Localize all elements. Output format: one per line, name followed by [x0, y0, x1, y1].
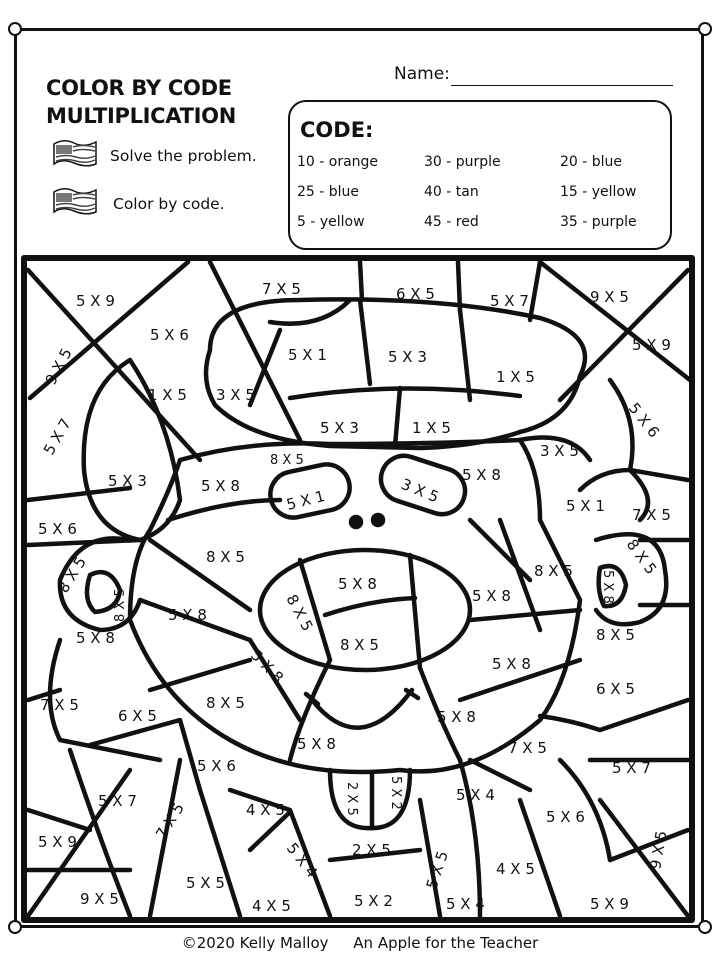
divider-line [540, 716, 600, 730]
code-item: 40 - tan [424, 184, 479, 200]
problem-label[interactable]: 9 X 5 [80, 890, 119, 908]
problem-label[interactable]: 9 X 5 [590, 288, 629, 306]
problem-label[interactable]: 8 X 5 [270, 453, 304, 468]
problem-label[interactable]: 6 X 5 [118, 707, 157, 725]
divider-line [600, 700, 688, 730]
problem-label[interactable]: 5 X 1 [288, 346, 327, 364]
problem-label[interactable]: 5 X 3 [108, 472, 147, 490]
divider-line [395, 388, 400, 446]
problem-label[interactable]: 5 X 8 [472, 587, 511, 605]
problem-label[interactable]: 3 X 5 [216, 386, 255, 404]
problem-label[interactable]: 5 X 4 [456, 786, 495, 804]
problem-label[interactable]: 5 X 8 [338, 575, 377, 593]
problem-label[interactable]: 6 X 5 [396, 285, 435, 303]
problem-label[interactable]: 8 X 5 [113, 588, 128, 622]
problem-label[interactable]: 5 X 6 [546, 808, 585, 826]
divider-line [360, 300, 370, 384]
divider-line [530, 262, 540, 320]
problem-label[interactable]: 8 X 5 [282, 591, 317, 635]
problem-label[interactable]: 5 X 8 [201, 477, 240, 495]
code-item: 25 - blue [297, 184, 360, 200]
problem-label[interactable]: 2 X 5 [344, 782, 359, 816]
divider-line [360, 262, 362, 300]
problem-label[interactable]: 5 X 7 [490, 292, 529, 310]
step-color: Color by code. [113, 195, 225, 213]
divider-line [28, 810, 90, 830]
problem-label[interactable]: 1 X 5 [148, 386, 187, 404]
problem-label[interactable]: 5 X 1 [566, 497, 605, 515]
problem-label[interactable]: 5 X 7 [39, 415, 75, 458]
problem-label[interactable]: 5 X 6 [197, 757, 236, 775]
title-line-1: COLOR BY CODE [46, 76, 232, 100]
problem-label[interactable]: 5 X 5 [422, 848, 452, 892]
problem-label[interactable]: 5 X 8 [247, 646, 288, 687]
problem-label[interactable]: 5 X 8 [492, 655, 531, 673]
problem-label[interactable]: 5 X 1 [284, 487, 327, 514]
problem-label[interactable]: 2 X 5 [352, 841, 391, 859]
problem-label[interactable]: 7 X 5 [508, 739, 547, 757]
problem-label[interactable]: 5 X 3 [320, 419, 359, 437]
problem-label[interactable]: 5 X 6 [150, 326, 189, 344]
problem-label[interactable]: 3 X 5 [398, 475, 442, 507]
problem-label[interactable]: 4 X 5 [246, 801, 285, 819]
code-item: 5 - yellow [297, 214, 365, 230]
problem-label[interactable]: 5 X 3 [388, 348, 427, 366]
problem-label[interactable]: 5 X 5 [186, 874, 225, 892]
problem-label[interactable]: 8 X 5 [340, 636, 379, 654]
problem-label[interactable]: 5 X 6 [624, 399, 663, 442]
divider-line [270, 300, 350, 324]
copyright-text: ©2020 Kelly Malloy [181, 934, 329, 952]
code-item: 15 - yellow [560, 184, 637, 200]
divider-line [410, 555, 420, 668]
problem-label[interactable]: 5 X 2 [388, 776, 403, 810]
title-line-2: MULTIPLICATION [46, 104, 236, 128]
problem-label[interactable]: 8 X 5 [206, 548, 245, 566]
problem-label[interactable]: 5 X 8 [462, 466, 501, 484]
problem-label[interactable]: 5 X 9 [76, 292, 115, 310]
problem-label[interactable]: 5 X 9 [632, 336, 671, 354]
step-solve: Solve the problem. [110, 147, 257, 165]
divider-line [325, 598, 415, 615]
problem-label[interactable]: 8 X 5 [596, 626, 635, 644]
problem-label[interactable]: 7 X 5 [262, 280, 301, 298]
problem-label[interactable]: 3 X 5 [540, 442, 579, 460]
code-item: 20 - blue [560, 154, 623, 170]
problem-label[interactable]: 5 X 8 [168, 606, 207, 624]
problem-label[interactable]: 5 X 7 [98, 792, 137, 810]
problem-label[interactable]: 5 X 8 [437, 708, 476, 726]
eye-dot [351, 517, 361, 527]
problem-label[interactable]: 5 X 8 [600, 570, 615, 604]
code-item: 10 - orange [297, 154, 379, 170]
divider-line [290, 388, 520, 398]
divider-line [460, 310, 470, 400]
problem-label[interactable]: 9 X 5 [41, 345, 76, 388]
name-label: Name: [394, 64, 450, 84]
problem-label[interactable]: 5 X 8 [76, 629, 115, 647]
code-item: 45 - red [424, 214, 479, 230]
problem-label[interactable]: 6 X 5 [596, 680, 635, 698]
divider-line [470, 610, 580, 620]
divider-line [610, 380, 633, 470]
problem-label[interactable]: 8 X 5 [206, 694, 245, 712]
eye-dot [373, 515, 383, 525]
smile [312, 690, 412, 728]
problem-label[interactable]: 4 X 5 [252, 897, 291, 915]
code-item: 30 - purple [424, 154, 501, 170]
divider-line [460, 760, 480, 916]
code-title: CODE: [300, 118, 374, 142]
divider-line [150, 660, 250, 690]
divider-line [168, 500, 280, 520]
problem-label[interactable]: 8 X 5 [622, 535, 661, 578]
problem-label[interactable]: 9 X 5 [646, 829, 671, 871]
problem-label[interactable]: 7 X 5 [632, 506, 671, 524]
diagonal-line [540, 262, 690, 380]
problem-label[interactable]: 7 X 5 [152, 799, 189, 843]
problem-label[interactable]: 8 X 5 [54, 553, 91, 597]
divider-line [200, 790, 240, 916]
problem-label[interactable]: 1 X 5 [412, 419, 451, 437]
problem-label[interactable]: 5 X 2 [354, 892, 393, 910]
footer [0, 934, 720, 952]
problem-label[interactable]: 4 X 5 [496, 860, 535, 878]
problem-label[interactable]: 5 X 6 [38, 520, 77, 538]
code-item: 35 - purple [560, 214, 637, 230]
problem-label[interactable]: 5 X 4 [446, 895, 485, 913]
brand-text: An Apple for the Teacher [353, 934, 539, 952]
problem-label[interactable]: 5 X 9 [38, 833, 77, 851]
problem-label[interactable]: 5 X 8 [297, 735, 336, 753]
problem-label[interactable]: 8 X 5 [534, 562, 573, 580]
problem-label[interactable]: 7 X 5 [40, 696, 79, 714]
divider-line [470, 520, 530, 580]
problem-label[interactable]: 5 X 4 [282, 839, 321, 882]
problem-label[interactable]: 5 X 7 [612, 759, 651, 777]
problem-label[interactable]: 5 X 9 [590, 895, 629, 913]
problem-label[interactable]: 1 X 5 [496, 368, 535, 386]
